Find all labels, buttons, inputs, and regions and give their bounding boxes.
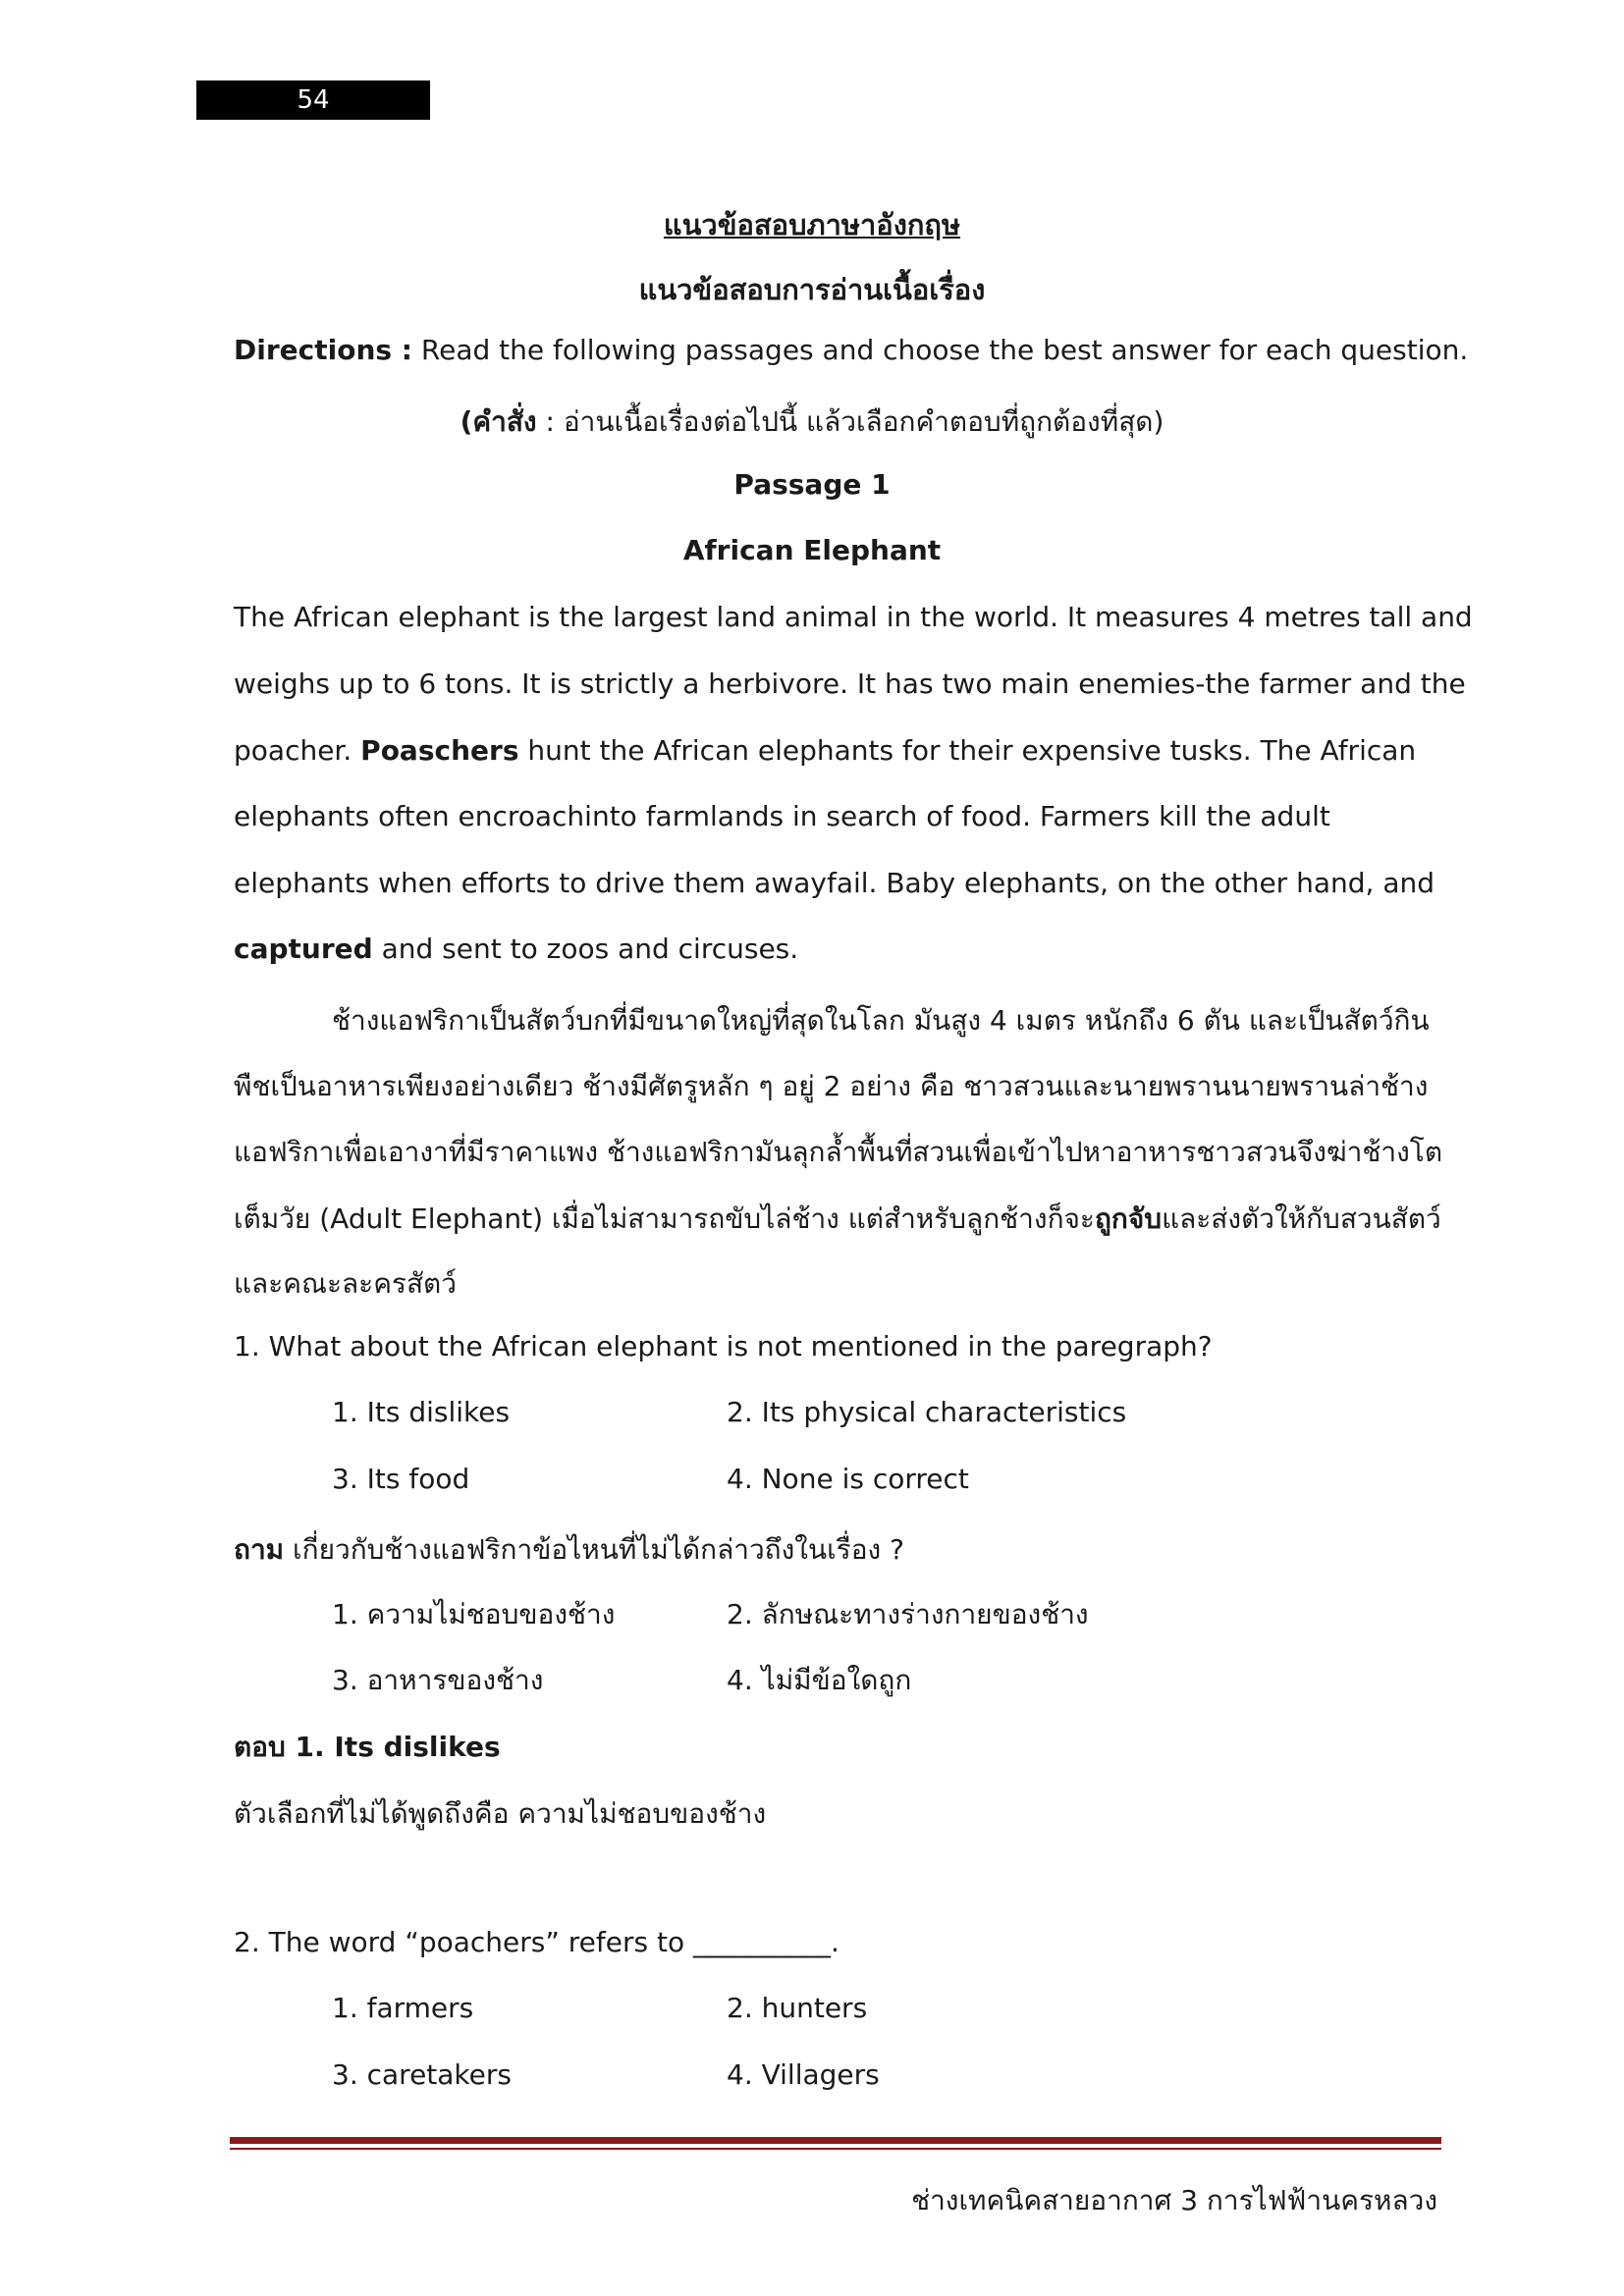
directions-thai [0, 400, 1624, 444]
q1-thai-option-4: 4. ไม่มีข้อใดถูก [727, 1664, 912, 1696]
footer-rule-thin [230, 2148, 1441, 2150]
directions-thai-text: : อ่านเนื้อเรื่องต่อไปนี้ แล้วเลือกคำตอบที่ถูกต้องที่สุด) [536, 405, 1164, 438]
passage-line-2: weighs up to 6 tons. It is strictly a herbivore. It has two main enemies-the farmer and the [234, 667, 1466, 700]
passage-keyword-poaschers: Poaschers [360, 734, 519, 767]
directions [234, 334, 1468, 366]
q1-thai-option-1: 1. ความไม่ชอบของช้าง [332, 1598, 616, 1630]
q1-explanation: ตัวเลือกที่ไม่ได้พูดถึงคือ ความไม่ชอบของช้าง [234, 1797, 767, 1830]
thai-line-4-pre: เต็มวัย (Adult Elephant) เมื่อไม่สามารถขับไล่ช้าง แต่สำหรับลูกช้างก็จะ [234, 1202, 1095, 1235]
q1-thai-question: เกี่ยวกับช้างแอฟริกาข้อไหนที่ไม่ได้กล่าวถึงในเรื่อง ? [284, 1533, 904, 1566]
passage-keyword-captured: captured [234, 933, 373, 965]
page-number: 54 [196, 80, 430, 120]
directions-thai-label: คำสั่ง [472, 405, 537, 438]
passage-line-3 [234, 734, 1416, 767]
passage-line-3-post: hunt the African elephants for their expensive tusks. The African [518, 734, 1417, 767]
thai-keyword-captured: ถูกจับ [1094, 1202, 1163, 1235]
passage-line-6-post: and sent to zoos and circuses. [372, 933, 799, 965]
thai-line-4 [234, 1198, 1441, 1241]
directions-thai-open: ( [460, 405, 473, 438]
q1-option-1: 1. Its dislikes [332, 1396, 511, 1428]
q2-option-3: 3. caretakers [332, 2058, 512, 2091]
thai-line-3: แอฟริกาเพื่อเอางาที่มีราคาแพง ช้างแอฟริกามันลุกล้ำพื้นที่สวนเพื่อเข้าไปหาอาหารชาวสวนจึงฆ่าช้างโต [234, 1136, 1443, 1168]
directions-text: Read the following passages and choose the best answer for each question. [412, 334, 1469, 366]
thai-line-2: พืชเป็นอาหารเพียงอย่างเดียว ช้างมีศัตรูหลัก ๆ อยู่ 2 อย่าง คือ ชาวสวนและนายพรานนายพรานล่าช้าง [234, 1070, 1429, 1102]
footer-rule-thick [230, 2137, 1441, 2144]
question-1: 1. What about the African elephant is not mentioned in the paregraph? [234, 1330, 1213, 1362]
question-2: 2. The word “poachers” refers to __________. [234, 1926, 839, 1958]
passage-line-5: elephants when efforts to drive them awayfail. Baby elephants, on the other hand, and [234, 867, 1435, 899]
passage-line-1: The African elephant is the largest land animal in the world. It measures 4 metres tall and [234, 601, 1473, 633]
passage-line-6 [234, 933, 798, 965]
passage-title: African Elephant [682, 534, 942, 566]
directions-label: Directions : [234, 334, 412, 366]
document-subtitle: แนวข้อสอบการอ่านเนื้อเรื่อง [638, 273, 986, 306]
q1-thai-label: ถาม [234, 1533, 285, 1566]
passage-label: Passage 1 [733, 468, 891, 501]
thai-line-5: และคณะละครสัตว์ [234, 1267, 457, 1300]
q1-option-4: 4. None is correct [727, 1463, 969, 1495]
document-title: แนวข้อสอบภาษาอังกฤษ [663, 208, 961, 241]
q2-option-2: 2. hunters [727, 1992, 868, 2024]
q1-thai-option-3: 3. อาหารของช้าง [332, 1664, 544, 1696]
thai-line-1: ช้างแอฟริกาเป็นสัตว์บกที่มีขนาดใหญ่ที่สุดในโลก มันสูง 4 เมตร หนักถึง 6 ตัน และเป็นสัตว์กิน [332, 1004, 1430, 1037]
footer-text: ช่างเทคนิคสายอากาศ 3 การไฟฟ้านครหลวง [911, 2184, 1437, 2216]
q2-option-4: 4. Villagers [727, 2058, 880, 2091]
q1-option-2: 2. Its physical characteristics [727, 1396, 1127, 1428]
q1-option-3: 3. Its food [332, 1463, 470, 1495]
question-1-thai [234, 1528, 904, 1572]
q1-thai-option-2: 2. ลักษณะทางร่างกายของช้าง [727, 1598, 1089, 1630]
passage-line-4: elephants often encroachinto farmlands in search of food. Farmers kill the adult [234, 800, 1330, 832]
passage-line-3-pre: poacher. [234, 734, 361, 767]
thai-line-4-post: และส่งตัวให้กับสวนสัตว์ [1162, 1202, 1441, 1235]
q2-option-1: 1. farmers [332, 1992, 474, 2024]
q1-answer: ตอบ 1. Its dislikes [234, 1731, 501, 1763]
